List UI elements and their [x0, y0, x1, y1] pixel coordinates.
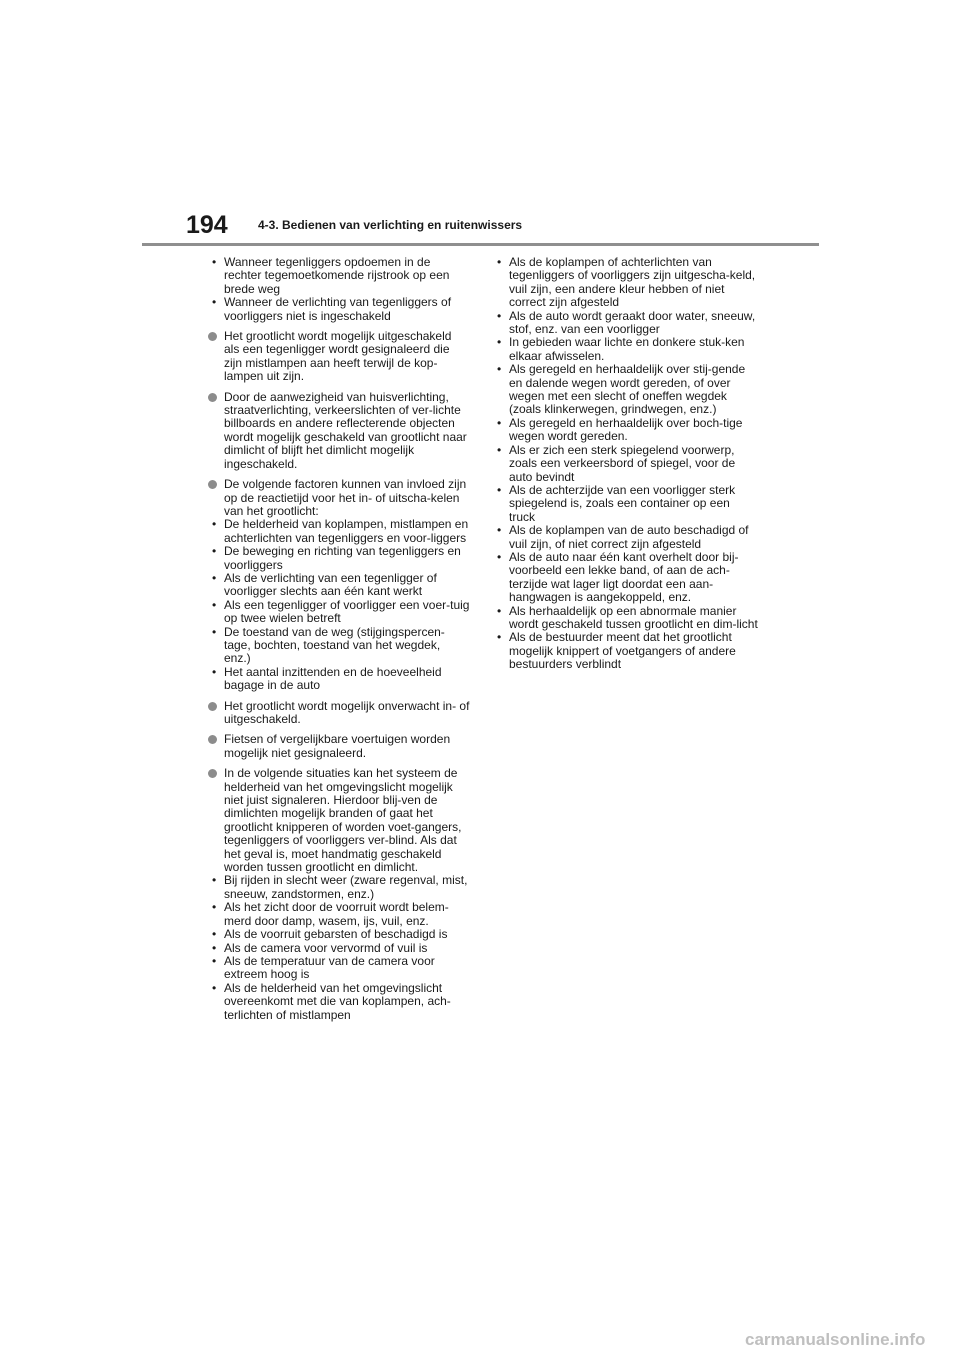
list-item: • Als de camera voor vervormd of vuil is — [212, 940, 428, 955]
note-item — [208, 391, 470, 471]
header-divider — [142, 243, 819, 246]
bullet-icon: • — [212, 597, 217, 612]
list-item: • Als het zicht door de voorruit wordt belem-merd door damp, wasem, ijs, vuil, enz. — [212, 900, 449, 928]
list-item: • De beweging en richting van tegenliggers en voorliggers — [212, 544, 461, 572]
list-item: • Als geregeld en herhaaldelijk over stij-gende en dalende wegen wordt gereden, of over wegen met een slecht of oneffen wegdek (zoals klinkerwegen, grindwegen, enz.) — [497, 362, 746, 417]
note-dot-icon — [208, 769, 217, 778]
list-item: • Als de helderheid van het omgevingslicht overeenkomt met die van koplampen, ach-terlichten of mistlampen — [212, 980, 451, 1022]
bullet-icon: • — [212, 664, 217, 679]
bullet-icon: • — [497, 362, 502, 377]
bullet-icon: • — [212, 980, 217, 995]
bullet-icon: • — [497, 523, 502, 538]
note-dot-icon — [208, 480, 217, 489]
list-item: • Als er zich een sterk spiegelend voorwerp, zoals een verkeersbord of spiegel, voor de auto bevindt — [497, 442, 736, 484]
note-text: Het grootlicht wordt mogelijk onverwacht in- of uitgeschakeld. — [224, 698, 470, 726]
page-number: 194 — [186, 211, 228, 239]
list-item: • Wanneer de verlichting van tegenliggers of voorliggers niet is ingeschakeld — [212, 295, 452, 323]
list-item: • Als de bestuurder meent dat het grootlicht mogelijk knippert of voetgangers of andere bestuurders verblindt — [497, 630, 736, 672]
list-item: • In gebieden waar lichte en donkere stuk-ken elkaar afwisselen. — [497, 335, 745, 363]
note-dot-icon — [208, 702, 217, 711]
list-item: • Als de voorruit gebarsten of beschadigd is — [212, 927, 448, 942]
list-item: • Als de koplampen of achterlichten van tegenliggers of voorliggers zijn uitgescha-keld, vuil zijn, een andere kleur hebben of niet correct zijn afgesteld — [497, 255, 756, 310]
situation-list-continued — [493, 256, 759, 672]
note-item — [208, 478, 470, 693]
bullet-icon: • — [212, 927, 217, 942]
section-title: 4-3. Bedienen van verlichting en ruitenwissers — [258, 218, 523, 232]
situation-list — [208, 874, 470, 1021]
bullet-icon: • — [497, 308, 502, 323]
list-item: • Als de auto wordt geraakt door water, sneeuw, stof, enz. van een voorligger — [497, 308, 756, 337]
bullet-icon: • — [497, 442, 502, 457]
bullet-icon: • — [497, 335, 502, 350]
bullet-icon: • — [212, 295, 217, 310]
list-item: • Als de koplampen van de auto beschadigd of vuil zijn, of niet correct zijn afgesteld — [497, 523, 749, 551]
factor-list — [208, 518, 470, 692]
list-item: • Als herhaaldelijk op een abnormale manier wordt geschakeld tussen grootlicht en dim-licht — [497, 603, 758, 631]
note-item — [208, 767, 470, 1022]
bullet-icon: • — [212, 570, 217, 585]
intro-list — [208, 256, 470, 323]
list-item: • Het aantal inzittenden en de hoeveelheid bagage in de auto — [212, 664, 442, 693]
note-dot-icon — [208, 735, 217, 744]
note-item — [208, 700, 470, 727]
bullet-icon: • — [497, 603, 502, 618]
note-item — [208, 733, 470, 760]
list-item: • Als de verlichting van een tegenligger of voorligger slechts aan één kant werkt — [212, 570, 437, 599]
list-item: • De helderheid van koplampen, mistlampen en achterlichten van tegenliggers en voor-liggers — [212, 517, 469, 545]
bullet-icon: • — [497, 415, 502, 430]
bullet-icon: • — [497, 549, 502, 564]
bullet-icon: • — [497, 482, 502, 497]
bullet-icon: • — [212, 624, 217, 639]
bullet-icon: • — [212, 255, 217, 269]
note-text: De volgende factoren kunnen van invloed zijn op de reactietijd voor het in- of uitscha-kelen van het grootlicht: — [224, 477, 467, 518]
page-header — [182, 210, 822, 244]
note-item — [208, 330, 470, 384]
list-item: • Als de auto naar één kant overhelt door bij-voorbeeld een lekke band, of aan de ach-terzijde wat lager ligt doordat een aan-hangwagen is aangekoppeld, enz. — [497, 549, 739, 605]
list-item: • Wanneer tegenliggers opdoemen in de rechter tegemoetkomende rijstrook op een brede weg — [212, 255, 450, 296]
note-text: In de volgende situaties kan het systeem de helderheid van het omgevingslicht mogelijk niet juist signaleren. Hierdoor blij-ven de dimlichten mogelijk branden of gaat het grootlicht knipperen of worden voet-gangers, tegenliggers of voorliggers ver-blind. Als dat het geval is, moet handmatig geschakeld worden tussen grootlicht en dimlicht. — [224, 766, 462, 875]
list-item: • Als een tegenligger of voorligger een voer-tuig op twee wielen betreft — [212, 597, 470, 626]
bullet-icon: • — [212, 900, 217, 915]
bullet-icon: • — [212, 544, 217, 559]
bullet-icon: • — [212, 517, 217, 532]
bullet-icon: • — [212, 953, 217, 968]
bullet-icon: • — [497, 255, 502, 269]
list-item: • Als de achterzijde van een voorligger sterk spiegelend is, zoals een container op een truck — [497, 482, 736, 524]
list-item: • Als de temperatuur van de camera voor extreem hoog is — [212, 953, 435, 982]
bullet-icon: • — [212, 873, 217, 888]
right-column — [493, 256, 759, 672]
list-item: • De toestand van de weg (stijgingspercen-tage, bochten, toestand van het wegdek, enz.) — [212, 624, 445, 666]
bullet-icon: • — [497, 630, 502, 645]
note-text: Het grootlicht wordt mogelijk uitgeschakeld als een tegenligger wordt gesignaleerd die zijn mistlampen aan heeft terwijl de kop-lampen uit zijn. — [224, 329, 452, 384]
list-item: • Als geregeld en herhaaldelijk over boch-tige wegen wordt gereden. — [497, 415, 743, 444]
note-dot-icon — [208, 332, 217, 341]
bullet-icon: • — [212, 940, 217, 955]
list-item: • Bij rijden in slecht weer (zware regenval, mist, sneeuw, zandstormen, enz.) — [212, 873, 468, 901]
note-dot-icon — [208, 393, 217, 402]
note-text: Door de aanwezigheid van huisverlichting, straatverlichting, verkeerslichten of ver-lichte billboards en andere reflecterende objecten wordt mogelijk geschakeld van grootlicht naar dimlicht of blijft het dimlicht mogelijk ingeschakeld. — [224, 389, 467, 471]
left-column — [208, 256, 470, 1022]
watermark: carmanualsonline.info — [745, 1330, 926, 1349]
note-text: Fietsen of vergelijkbare voertuigen worden mogelijk niet gesignaleerd. — [224, 732, 451, 760]
